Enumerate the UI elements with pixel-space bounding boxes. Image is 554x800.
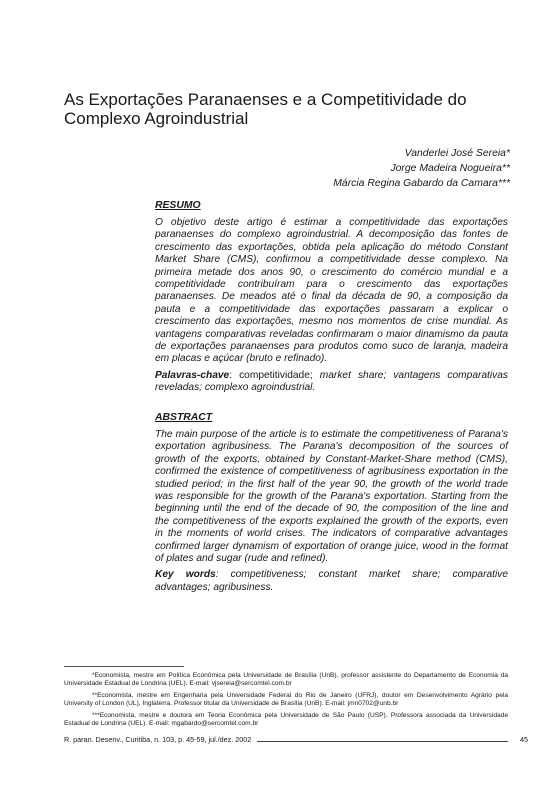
resumo-heading: RESUMO [155, 200, 201, 211]
footnote-divider [64, 666, 184, 667]
resumo-keywords-label: Palavras-chave [155, 369, 230, 381]
resumo-keywords-part3: vantagens comparativas reveladas; complexo agroindustrial. [155, 369, 508, 394]
abstract-section [155, 412, 508, 594]
author-3: Márcia Regina Gabardo da Camara*** [333, 178, 510, 189]
resumo-section [155, 200, 508, 395]
abstract-heading: ABSTRACT [155, 412, 213, 423]
journal-citation: R. paran. Desenv., Curitiba, n. 103, p. 45-59, jul./dez. 2002 [64, 735, 257, 744]
abstract-keywords-text: : competitiveness; constant market share; comparative advantages; agribusiness. [155, 569, 508, 593]
footnote-3: ***Economista, mestre e doutora em Teoria Econômica pela Universidade de São Paulo (USP). Professora associada da Universidade Estadual de Londrina (UEL). E-mail: mgabardo@sercomtel.com.br [64, 711, 508, 728]
abstract-keywords-label: Key words [155, 569, 216, 581]
article-title: As Exportações Paranaenses e a Competitividade do Complexo Agroindustrial [64, 90, 467, 128]
footnote-2: **Economista, mestre em Engenharia pela Universidade Federal do Rio de Janeiro (UFRJ), doutor em Desenvolvimento Agrário pela University of London (UL), Inglaterra. Professor titular da Universidade de Brasília (UnB). E-mail: jmn0702@unb.br [64, 691, 508, 708]
resumo-keywords-part2: market share; [312, 369, 387, 381]
page-number: 45 [516, 735, 528, 744]
resumo-keywords-part1: : competitividade; [229, 369, 313, 381]
abstract-keywords [155, 569, 508, 594]
author-2: Jorge Madeira Nogueira** [390, 163, 510, 174]
abstract-body: The main purpose of the article is to estimate the competitiveness of Parana's exportation agribusiness. The Parana's decomposition of the sources of growth of the exports, obtained by Constant-Market-Share method (CMS), confirmed the existence of competitiveness of agribusiness exportation in the studied period; in the first half of the year 90, the growth of the world trade was responsible for the growth of the Parana's exportation. Starting from the beginning until the end of the decade of 90, the composition of the line and the competitiveness of the exports explained the growth of the exports, even in the moments of world crises. The indicators of comparative advantages confirmed larger dynamism of exportation of orange juice, wood in the format of plates and sugar (rude and refined). [155, 429, 508, 565]
footnote-1: *Economista, mestre em Política Econômica pela Universidade de Brasília (UnB), professor assistente do Departamento de Economia da Universidade Estadual de Londrina (UEL). E-mail: vjsereia@sercomtel.com.br [64, 672, 508, 688]
footnotes [64, 672, 508, 731]
author-list [333, 146, 510, 191]
author-1: Vanderlei José Sereia* [404, 148, 510, 159]
resumo-body: O objetivo deste artigo é estimar a competitividade das exportações paranaenses do complexo agroindustrial. A decomposição das fontes de crescimento das exportações, obtida pela aplicação do método Constant Market Share (CMS), confirmou a competitividade desse complexo. Na primeira metade dos anos 90, o crescimento do comércio mundial e a competitividade contribuíram para o crescimento das exportações paranaenses. De meados até o final da década de 90, a composição da pauta e a competitividade das exportações passaram a explicar o crescimento das exportações, mesmo nos momentos de crise mundial. As vantagens comparativas reveladas confirmaram o maior dinamismo da pauta de exportações paranaenses para produtos como suco de laranja, madeira em placas e açúcar (bruto e refinado). [155, 217, 508, 365]
resumo-keywords [155, 370, 508, 395]
